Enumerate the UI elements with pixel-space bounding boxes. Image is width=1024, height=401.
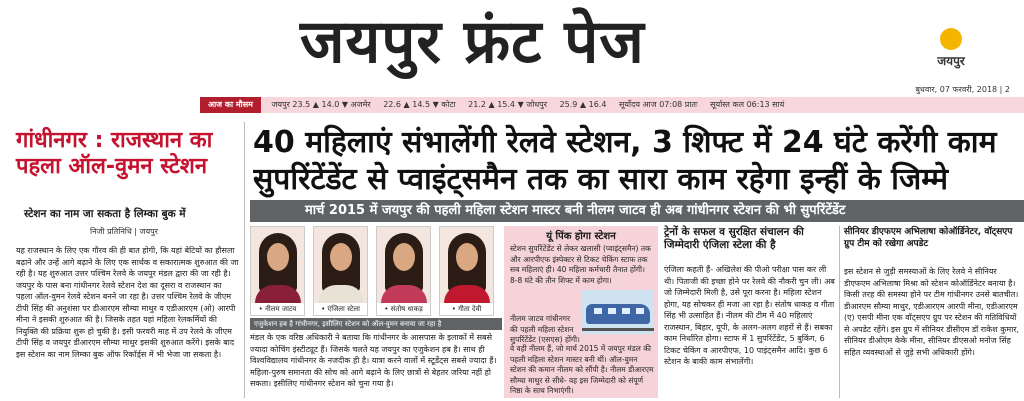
photo-geeta	[439, 226, 494, 316]
left-headline: गांधीनगर : राजस्थान का पहला ऑल-वुमन स्टेशन	[16, 128, 213, 179]
photo-strip-caption: एजुकेशन हब है गांधीनगर, इसीलिए स्टेशन को ऑल-वुमन बनाया जा रहा है	[250, 318, 502, 330]
weather-item: 25.9 ▲ 16.4	[559, 100, 607, 109]
masthead-title: जयपुर फ्रंट पेज	[300, 7, 645, 77]
weather-label: आज का मौसम	[200, 97, 261, 113]
photo-caption: • संतोष धाकड़	[377, 303, 430, 315]
col4-headline: ट्रेनों के सफल व सुरक्षित संचालन की जिम्मेदारी एंजिला स्टेला की है	[664, 226, 804, 251]
sun-icon	[940, 28, 962, 50]
weather-bar	[200, 97, 1024, 113]
col5-article-body: इस स्टेशन से जुड़ी समस्याओं के लिए रेलवे ने सीनियर डीएफएम अभिलाषा मिश्रा को स्टेशन कोऑर्डिनेटर बनाया है। किसी तरह की समस्या होने पर टीम गांधीनगर उनसे बातचीत। डीआरएम सौम्या माथुर, एडीआरएम आरपी मीना, एडीआरएम (ए) एसपी मीना एक वॉट्सएप ग्रुप पर स्टेशन की गतिविधियों से अपडेट रहेंगे। इस ग्रुप में सीनियर डीसीएम डॉ राकेश कुमार, सीनियर डीओएम केके मीना, सीनियर डीएसओ मनोज सिंह सहित व्यवस्थाओं से जुड़े सभी अधिकारी होंगे।	[844, 267, 1020, 357]
issue-date: बुधवार, 07 फरवरी, 2018 | 2	[915, 85, 1010, 94]
weather-item: जयपुर 23.5 ▲ 14.0 ▼ अजमेर	[271, 100, 371, 109]
train-image	[582, 290, 654, 334]
photo-neelam	[250, 226, 305, 316]
column-divider	[839, 226, 840, 398]
pink-box-title: यूं पिंक होगा स्टेशन	[546, 231, 616, 242]
main-headline-line1: 40 महिलाएं संभालेंगी रेलवे स्टेशन, 3 शिफ्ट में 24 घंटे करेंगी काम	[253, 125, 997, 160]
photo-caption: • नीलम जाटव	[251, 303, 304, 315]
brand-logo	[926, 28, 976, 69]
photo-santosh	[376, 226, 431, 316]
byline: निजी प्रतिनिधि | जयपुर	[90, 227, 158, 236]
col4-article-body: एंजिला कहती हैं- अखिलेश की पीओ परीक्षा पास कर ली थी। पिताजी की इच्छा होने पर रेलवे की नौकरी चुन ली। अब जो जिम्मेदारी मिली है, उसे पूरा करना है। महिला स्टेशन होगा, यह सोचकर ही मजा आ रहा है। संतोष धाकड़ व गीता सिंह भी उत्साहित हैं। नीलम की टीम में 40 महिलाएं राजस्थान, बिहार, यूपी, के अलग-अलग शहरों से हैं। सबका काम निर्धारित होगा। स्टाफ में 1 सुपरिंटेंडेंट, 5 बुकिंग, 6 टिकट चेकिंग व आरपीएफ, 10 पाइंट्समैन आदि। कुछ 6 स्टेशन के बाकी काम संभालेंगी।	[664, 265, 835, 366]
photo-caption: • गीता देवी	[440, 303, 493, 315]
sunrise: सूर्योदय आज 07:08 प्रातः	[618, 100, 698, 109]
mid-article-body: मंडल के एक वरिष्ठ अधिकारी ने बताया कि गांधीनगर के आसपास के इलाकों में सबसे ज्यादा कोचिंग इंस्टीट्यूट हैं। जिसके चलते यह जयपुर का एजुकेशन हब है। साथ ही विश्वविद्यालय गांधीनगर के नजदीक ही है। यात्रा करने वालों में स्टूडेंट्स सबसे ज्यादा हैं। महिला-पुरुष समानता की सोच को आगे बढ़ाने के लिए छात्रों से बेहतर जरिया नहीं हो सकता। इसीलिए गांधीनगर स्टेशन को चुना गया है।	[250, 333, 497, 388]
pink-box-text: नीलम जाटव गांधीनगर की पहली महिला स्टेशन सुपरिंटेंडेंट (एसएस) होंगी।	[510, 314, 580, 344]
weather-item: 22.6 ▲ 14.5 ▼ कोटा	[383, 100, 456, 109]
photo-caption: • एंजिला स्टेला	[314, 303, 367, 315]
photo-row	[250, 226, 502, 316]
main-headline-line2: सुपरिंटेंडेंट से प्वाइंट्समैन तक का सारा काम रहेगा इन्हीं के जिम्मे	[253, 162, 949, 197]
main-headline	[253, 124, 1023, 198]
pink-box-text: स्टेशन सुपरिंटेंडेंट से लेकर खलासी (प्वाइंट्समैन) तक और आरपीएफ इंस्पेक्टर से टिकट चेकिंग स्टाफ तक सब महिलाएं ही। 40 महिला कर्मचारी तैनात होंगी। 8-8 घंटे की तीन शिफ्ट में काम होगा।	[510, 244, 651, 285]
column-divider	[244, 122, 245, 398]
left-subhead: स्टेशन का नाम जा सकता है लिम्का बुक में	[24, 208, 186, 220]
sunset: सूर्यास्त कल 06:13 सायं	[710, 100, 785, 109]
brand-name: जयपुर	[937, 54, 965, 68]
photo-angela	[313, 226, 368, 316]
left-article-body: यह राजस्थान के लिए एक गौरव की ही बात होगी, कि यहां बेटियों का हौसला बढ़ाने और उन्हें आगे बढ़ाने के लिए एक सार्थक व सकारात्मक शुरुआत की जा रही है। यह शुरुआत उत्तर पश्चिम रेलवे के जयपुर मंडल द्वारा की जा रही है। जयपुर के पास बना गांधीनगर रेलवे स्टेशन देश का दूसरा व राजस्थान का पहला ऑल-वुमन रेलवे स्टेशन बनने जा रहा है। उत्तर पश्चिम रेलवे के जीएम टीपी सिंह की अनुशंसा पर डीआरएम सौम्या माथुर व एडीआरएम (ओ) आरपी मीना ने इसकी शुरुआत की है। जिसके तहत यहां महिला रेलकर्मियों की नियुक्ति की प्रक्रिया शुरू हो चुकी है। इसी फरवरी माह में उप रेलवे के जीएम टीपी सिंह व जयपुर डीआरएम सौम्या माथुर इसकी शुरुआत करेंगे। इसके बाद इस स्टेशन का नाम लिम्का बुक ऑफ रिकॉर्ड्स में भी भेजा जा सकता है।	[16, 246, 239, 359]
weather-item: 21.2 ▲ 15.4 ▼ जोधपुर	[468, 100, 548, 109]
col5-headline: सीनियर डीएफएम अभिलाषा कोऑर्डिनेटर, वॉट्सएप ग्रुप टीम को रखेगा अपडेट	[844, 227, 1013, 249]
pink-box-text: वे वही नीलम हैं, जो मार्च 2015 में जयपुर मंडल की पहली महिला स्टेशन मास्टर बनी थीं। ऑल-वुमन स्टेशन की कमान नीलम को सौंपी है। नीलम डीआरएम सौम्या माथुर से सीधे- वह इस जिम्मेदारी को संपूर्ण निष्ठा के साथ निभाएंगी।	[510, 344, 654, 395]
main-subhead: मार्च 2015 में जयपुर की पहली महिला स्टेशन मास्टर बनी नीलम जाटव ही अब गांधीनगर स्टेशन की भी सुपरिंटेंडेंट	[250, 200, 1024, 222]
pink-infobox	[504, 226, 658, 398]
